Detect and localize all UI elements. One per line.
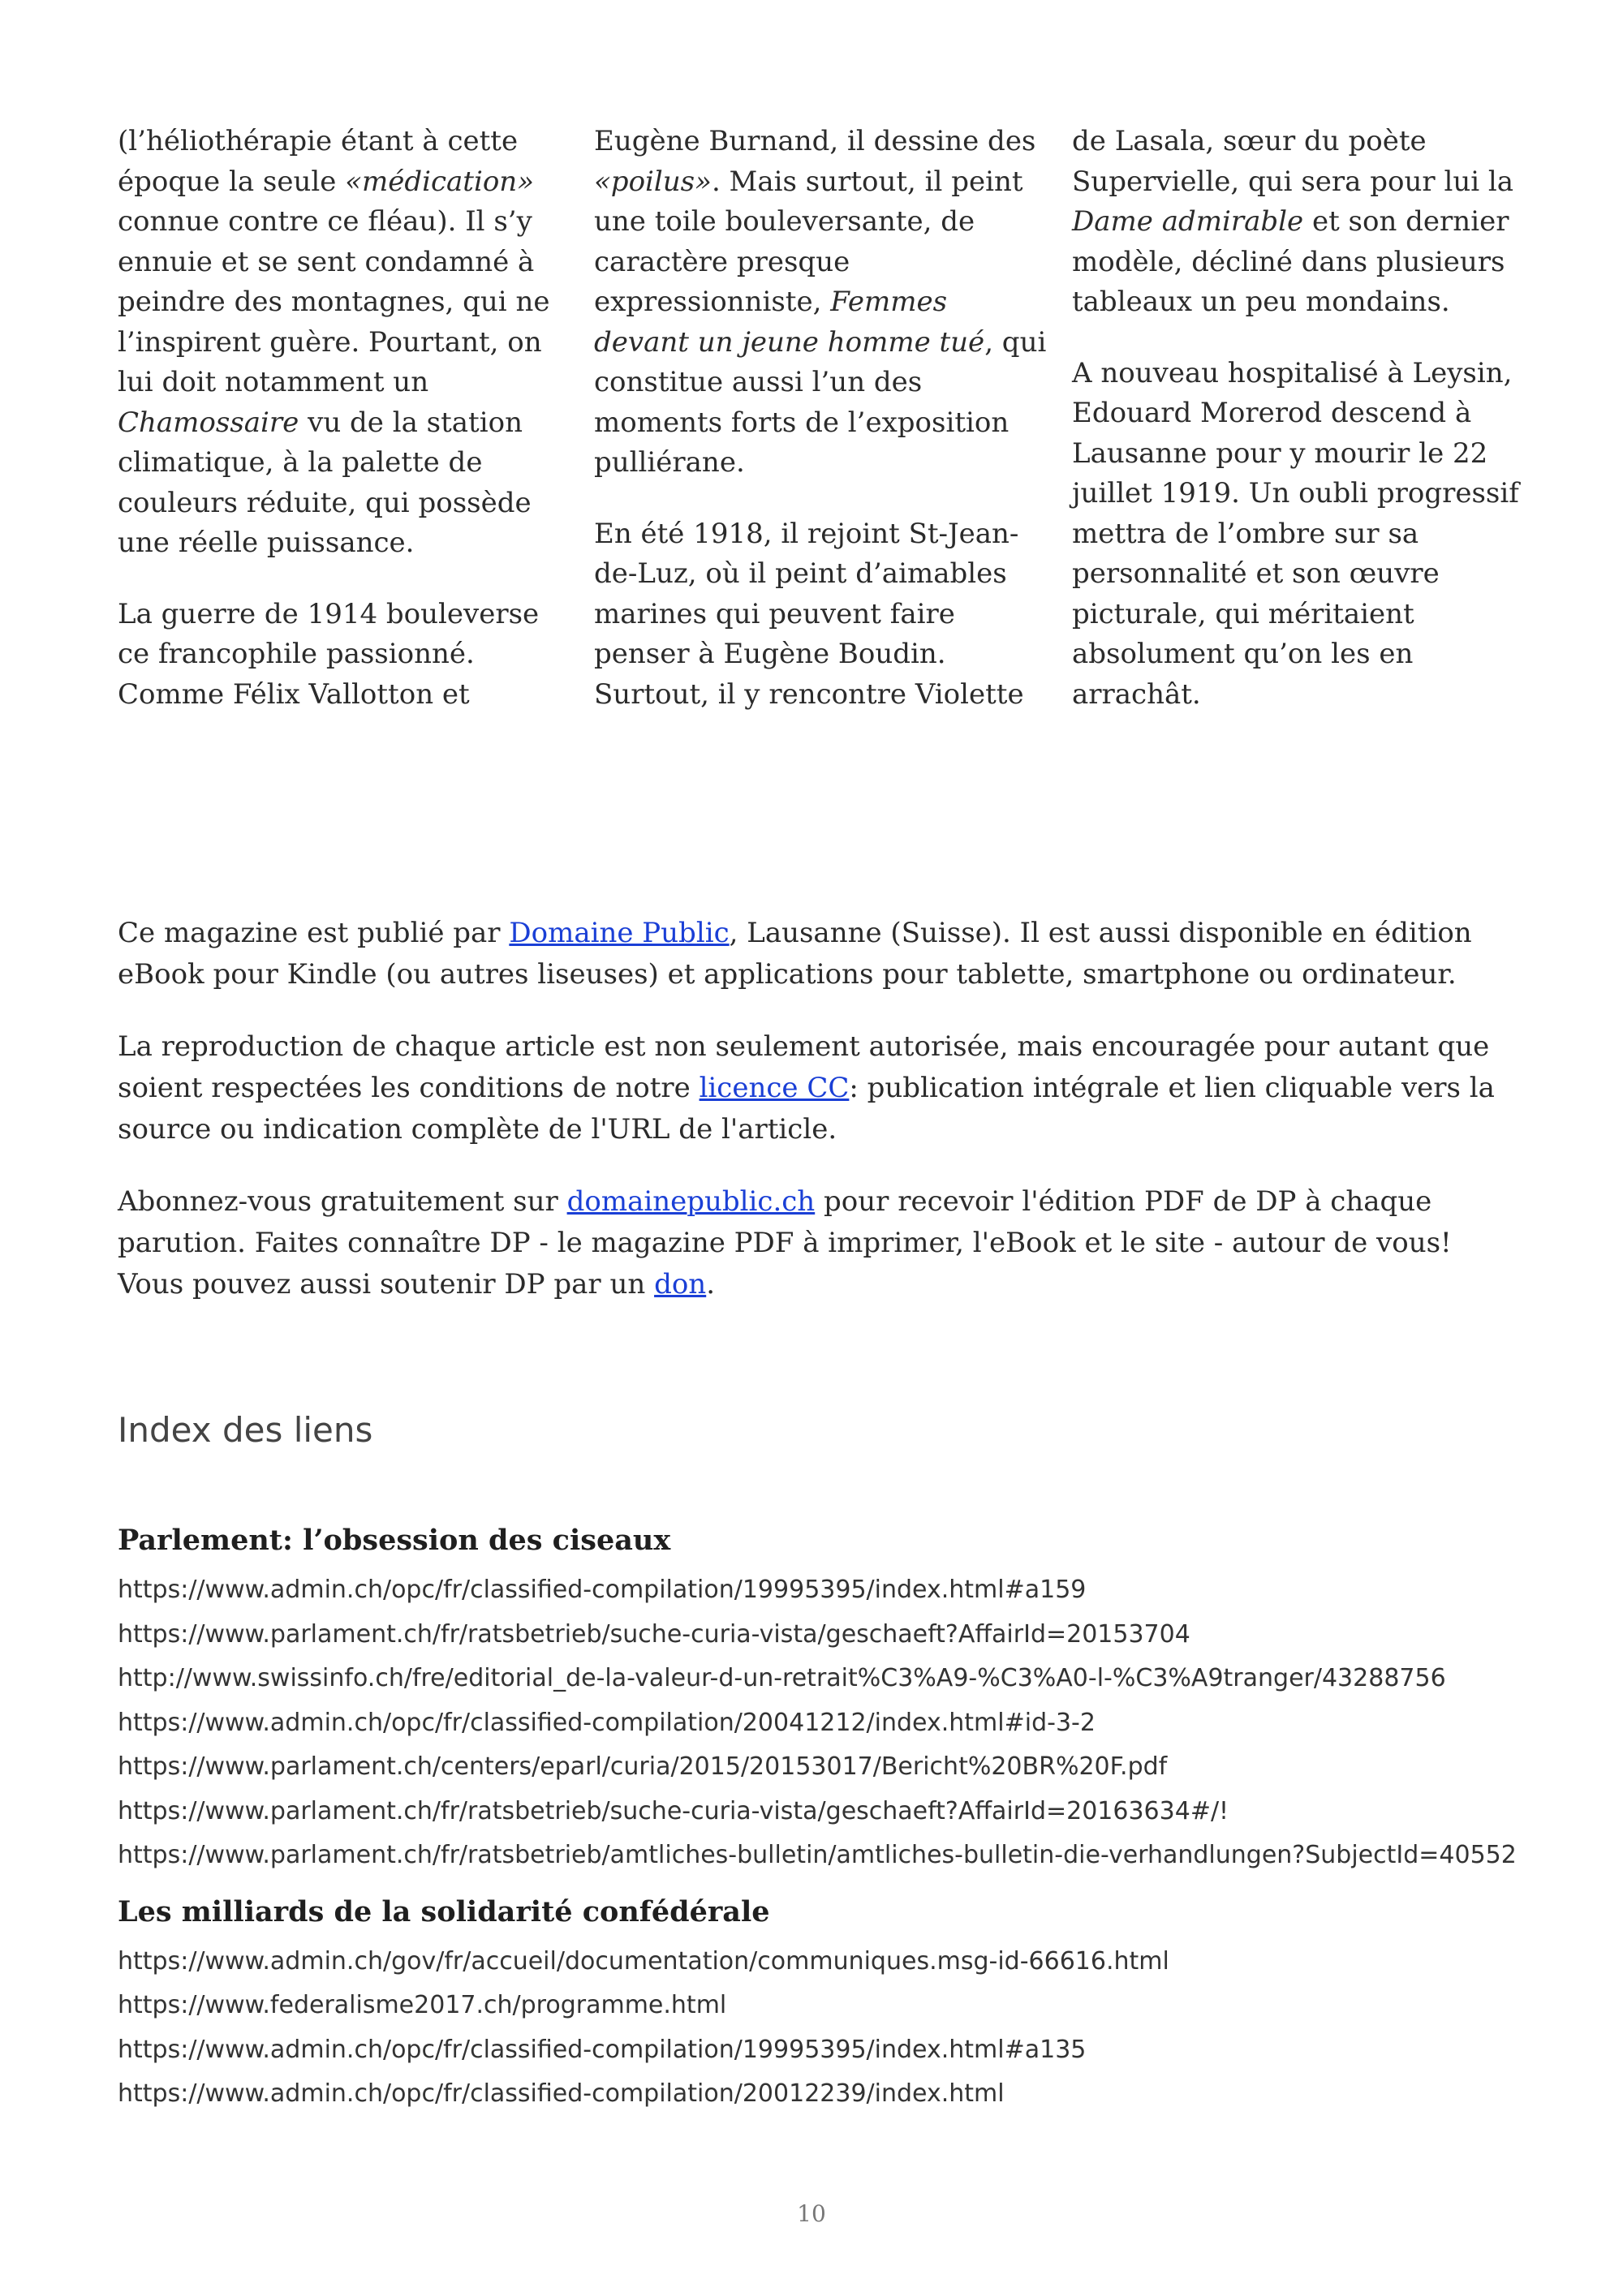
licence-cc-link[interactable]: licence CC	[699, 1072, 850, 1104]
donation-link[interactable]: don	[654, 1268, 707, 1301]
publication-info	[118, 913, 1513, 1336]
article-column-1	[118, 122, 572, 746]
index-link[interactable]: https://www.admin.ch/gov/fr/accueil/documentation/communiques.msg-id-66616.html	[118, 1946, 1169, 1976]
article-paragraph: En été 1918, il rejoint St-Jean-de-Luz, où il peint d’aimables marines qui peuvent faire penser à Eugène Boudin. Surtout, il y rencontre Violette	[594, 517, 1024, 711]
link-index	[118, 1521, 1522, 2131]
index-section-title: Parlement: l’obsession des ciseaux	[118, 1524, 671, 1557]
index-link[interactable]: https://www.admin.ch/opc/fr/classified-compilation/20041212/index.html#id-3-2	[118, 1708, 1096, 1737]
article-paragraph: de Lasala, sœur du poète Supervielle, qui sera pour lui la Dame admirable et son dernier modèle, décliné dans plusieurs tableaux un peu mondains.	[1072, 125, 1514, 318]
article-column-2	[594, 122, 1048, 746]
page-number: 10	[797, 2200, 826, 2227]
index-link[interactable]: https://www.admin.ch/opc/fr/classified-compilation/20012239/index.html	[118, 2079, 1005, 2108]
index-link-list	[118, 1940, 1522, 2117]
index-link[interactable]: http://www.swissinfo.ch/fre/editorial_de-la-valeur-d-un-retrait%C3%A9-%C3%A0-l-%C3%A9tranger/43288756	[118, 1664, 1446, 1692]
index-link[interactable]: https://www.federalisme2017.ch/programme.html	[118, 1991, 727, 2019]
index-link[interactable]: https://www.admin.ch/opc/fr/classified-compilation/19995395/index.html#a159	[118, 1576, 1087, 1604]
index-link[interactable]: https://www.parlament.ch/fr/ratsbetrieb/amtliches-bulletin/amtliches-bulletin-die-verhandlungen?SubjectId=40552	[118, 1841, 1517, 1869]
index-section-title: Les milliards de la solidarité confédérale	[118, 1894, 770, 1928]
domainepublic-link[interactable]: domainepublic.ch	[566, 1185, 816, 1218]
article-columns	[118, 122, 1518, 755]
article-column-3	[1072, 122, 1526, 746]
index-link[interactable]: https://www.parlament.ch/fr/ratsbetrieb/suche-curia-vista/geschaeft?AffairId=20163634#/!	[118, 1796, 1229, 1825]
index-link[interactable]: https://www.parlament.ch/centers/eparl/curia/2015/20153017/Bericht%20BR%20F.pdf	[118, 1752, 1168, 1781]
license-paragraph: La reproduction de chaque article est non seulement autorisée, mais encouragée pour autant que soient respectées les conditions de notre licence CC: publication intégrale et lien cliquable vers la source ou indication complète de l'URL de l'article.	[118, 1030, 1495, 1146]
index-link-list	[118, 1568, 1522, 1878]
index-link[interactable]: https://www.admin.ch/opc/fr/classified-compilation/19995395/index.html#a135	[118, 2035, 1087, 2064]
article-paragraph: (l’héliothérapie étant à cette époque la seule «médication» connue contre ce fléau). Il s’y ennuie et se sent condamné à peindre des montagnes, qui ne l’inspirent guère. Pourtant, on lui doit notamment un Chamossaire vu de la station climatique, à la palette de couleurs réduite, qui possède une réelle puissance.	[118, 125, 550, 559]
link-index-title: Index des liens	[118, 1410, 373, 1450]
emphasis: Chamossaire	[118, 406, 299, 439]
subscribe-paragraph: Abonnez-vous gratuitement sur domainepublic.ch pour recevoir l'édition PDF de DP à chaque parution. Faites connaître DP - le magazine PDF à imprimer, l'eBook et le site - autour de vous! Vous pouvez aussi soutenir DP par un don.	[118, 1185, 1452, 1301]
article-paragraph: Eugène Burnand, il dessine des «poilus». Mais surtout, il peint une toile bouleversante, de caractère presque expressionniste, Femmes devant un jeune homme tué, qui constitue aussi l’un des moments forts de l’exposition pulliérane.	[594, 125, 1047, 479]
emphasis: «poilus»	[594, 165, 712, 198]
artwork-title: Femmes devant un jeune homme tué	[594, 286, 985, 359]
article-paragraph: A nouveau hospitalisé à Leysin, Edouard Morerod descend à Lausanne pour y mourir le 22 juillet 1919. Un oubli progressif mettra de l’ombre sur sa personnalité et son œuvre picturale, qui méritaient absolument qu’on les en arrachât.	[1072, 356, 1519, 711]
index-link[interactable]: https://www.parlament.ch/fr/ratsbetrieb/suche-curia-vista/geschaeft?AffairId=20153704	[118, 1619, 1190, 1649]
publisher-paragraph: Ce magazine est publié par Domaine Public, Lausanne (Suisse). Il est aussi disponible en édition eBook pour Kindle (ou autres liseuses) et applications pour tablette, smartphone ou ordinateur.	[118, 917, 1472, 991]
emphasis: «médication»	[345, 165, 534, 198]
article-paragraph: La guerre de 1914 bouleverse ce francophile passionné. Comme Félix Vallotton et	[118, 597, 540, 711]
domaine-public-link[interactable]: Domaine Public	[509, 917, 730, 949]
artwork-title: Dame admirable	[1072, 205, 1304, 238]
